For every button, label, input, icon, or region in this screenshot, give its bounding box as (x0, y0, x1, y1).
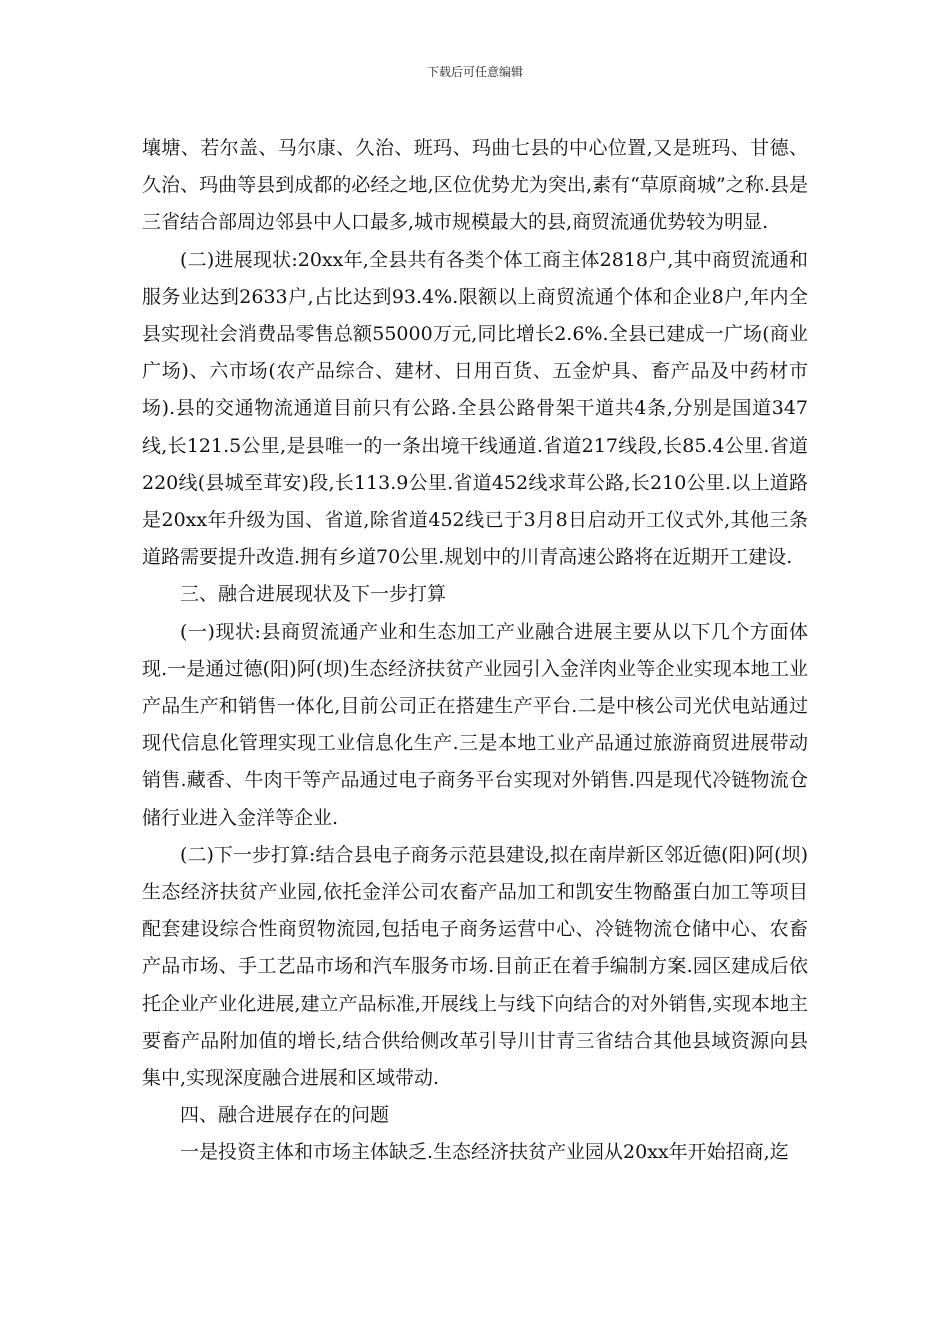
paragraph-next-steps: (二)下一步打算:结合县电子商务示范县建设,拟在南岸新区邻近德(阳)阿(坝)生态经济扶贫产业园,依托金洋公司农畜产品加工和凯安生物酪蛋白加工等项目配套建设综合性商贸物流园,包括电子商务运营中心、冷链物流仓储中心、农畜产品市场、手工艺品市场和汽车服务市场.目前正在着手编制方案.园区建成后依托企业产业化进展,建立产品标准,开展线上与线下向结合的对外销售,实现本地主要畜产品附加值的增长,结合供给侧改革引导川甘青三省结合其他县域资源向县集中,实现深度融合进展和区域带动. (142, 843, 808, 1090)
section-heading-4: 四、融合进展存在的问题 (180, 1104, 390, 1127)
document-body (142, 130, 808, 1172)
page-header: 下载后可任意编辑 (426, 65, 523, 79)
paragraph-location-continuation: 壤塘、若尔盖、马尔康、久治、班玛、玛曲七县的中心位置,又是班玛、甘德、久治、玛曲等县到成都的必经之地,区位优势尤为突出,素有“草原商城”之称.县是三省结合部周边邻县中人口最多,城市规模最大的县,商贸流通优势较为明显. (142, 137, 808, 234)
paragraph-development-status: (二)进展现状:20xx年,全县共有各类个体工商主体2818户,其中商贸流通和服务业达到2633户,占比达到93.4%.限额以上商贸流通个体和企业8户,年内全县实现社会消费品零售总额55000万元,同比增长2.6%.全县已建成一广场(商业广场)、六市场(农产品综合、建材、日用百货、五金炉具、畜产品及中药材市场).县的交通物流通道目前只有公路.全县公路骨架干道共4条,分别是国道347线,长121.5公里,是县唯一的一条出境干线通道.省道217线段,长85.4公里.省道220线(县城至茸安)段,长113.9公里.省道452线求茸公路,长210公里.以上道路是20xx年升级为国、省道,除省道452线已于3月8日启动开工仪式外,其他三条道路需要提升改造.拥有乡道70公里.规划中的川青高速公路将在近期开工建设. (142, 248, 808, 569)
paragraph-current-status: (一)现状:县商贸流通产业和生态加工产业融合进展主要从以下几个方面体现.一是通过德(阳)阿(坝)生态经济扶贫产业园引入金洋肉业等企业实现本地工业产品生产和销售一体化,目前公司正在搭建生产平台.二是中核公司光伏电站通过现代信息化管理实现工业信息化生产.三是本地工业产品通过旅游商贸进展带动销售.藏香、牛肉干等产品通过电子商务平台实现对外销售.四是现代冷链物流仓储行业进入金洋等企业. (142, 620, 808, 829)
paragraph-problems: 一是投资主体和市场主体缺乏.生态经济扶贫产业园从20xx年开始招商,迄 (180, 1141, 789, 1164)
section-heading-3: 三、融合进展现状及下一步打算 (180, 583, 447, 606)
